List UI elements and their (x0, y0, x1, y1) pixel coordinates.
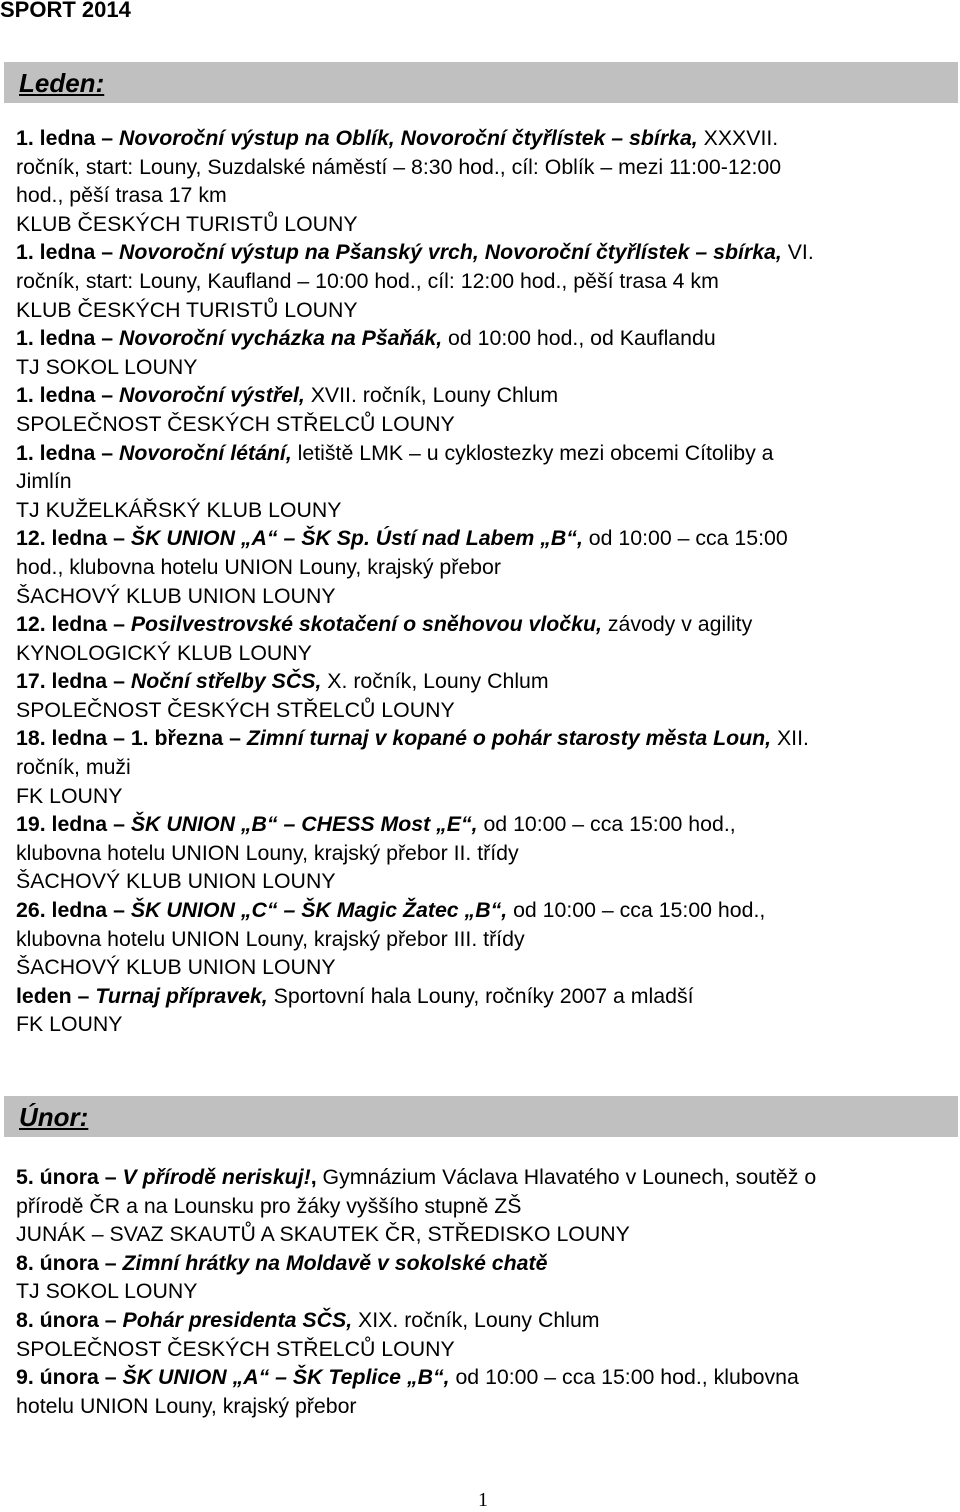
event-highlight: Zimní hrátky na Moldavě v sokolské chatě (122, 1250, 548, 1275)
event-line (16, 381, 956, 410)
event-entry (16, 324, 956, 381)
event-highlight: 8. února – (16, 1250, 123, 1275)
event-entry (16, 982, 956, 1039)
event-highlight: ŠK UNION „A“ – ŠK Sp. Ústí nad Labem „B“, (130, 526, 583, 551)
event-text: KYNOLOGICKÝ KLUB LOUNY (16, 640, 312, 665)
event-highlight: Novoroční vycházka na Pšaňák, (118, 326, 443, 351)
event-line (16, 1010, 956, 1039)
event-highlight: Novoroční výstřel, (118, 383, 305, 408)
event-text: od 10:00 – cca 15:00 hod., (477, 812, 736, 837)
event-highlight: leden – (16, 983, 96, 1008)
event-entry (16, 724, 956, 810)
event-text: ŠACHOVÝ KLUB UNION LOUNY (16, 583, 336, 608)
event-highlight: 17. ledna – (16, 669, 131, 694)
event-highlight: 1. ledna – (16, 440, 119, 465)
event-text: ročník, muži (16, 755, 131, 780)
event-line (16, 724, 956, 753)
event-text: SPOLEČNOST ČESKÝCH STŘELCŮ LOUNY (16, 411, 455, 436)
event-line (16, 582, 956, 611)
event-line (16, 353, 956, 382)
event-entry (16, 810, 956, 896)
event-entry (16, 610, 956, 667)
event-entry (16, 439, 956, 525)
event-line (16, 982, 956, 1011)
event-text: SPOLEČNOST ČESKÝCH STŘELCŮ LOUNY (16, 1336, 455, 1361)
event-highlight: 12. ledna – (16, 612, 131, 637)
event-line (16, 1192, 956, 1221)
event-highlight: Novoroční létání, (118, 440, 292, 465)
event-line (16, 782, 956, 811)
event-line (16, 210, 956, 239)
event-highlight: Pohár presidenta SČS, (122, 1307, 353, 1332)
event-text: SPOLEČNOST ČESKÝCH STŘELCŮ LOUNY (16, 697, 455, 722)
event-line (16, 496, 956, 525)
event-list-unor (16, 1163, 956, 1420)
event-highlight: 9. února – (16, 1365, 123, 1390)
event-text: XIX. ročník, Louny Chlum (352, 1307, 600, 1332)
event-highlight: Noční střelby SČS, (130, 669, 322, 694)
event-text: KLUB ČESKÝCH TURISTŮ LOUNY (16, 297, 358, 322)
event-text: Gymnázium Václava Hlavatého v Lounech, soutěž o (316, 1165, 817, 1189)
event-text: ŠACHOVÝ KLUB UNION LOUNY (16, 955, 336, 980)
month-label: Únor: (19, 1102, 89, 1132)
event-highlight: Turnaj přípravek, (95, 983, 268, 1008)
event-text: klubovna hotelu UNION Louny, krajský přebor II. třídy (16, 840, 519, 865)
event-line (16, 467, 956, 496)
event-text: ŠACHOVÝ KLUB UNION LOUNY (16, 869, 336, 894)
event-text: XXXVII. (697, 126, 779, 150)
event-text: od 10:00 – cca 15:00 (582, 526, 788, 551)
event-entry (16, 667, 956, 724)
event-text: JUNÁK – SVAZ SKAUTŮ A SKAUTEK ČR, STŘEDISKO LOUNY (16, 1222, 630, 1247)
event-entry (16, 1163, 956, 1249)
event-line (16, 553, 956, 582)
event-highlight: 1. ledna – (16, 126, 119, 150)
event-text: XII. (771, 726, 809, 751)
event-line (16, 324, 956, 353)
event-line (16, 753, 956, 782)
event-line (16, 439, 956, 468)
event-line (16, 839, 956, 868)
event-line (16, 610, 956, 639)
event-line (16, 810, 956, 839)
event-entry (16, 1306, 956, 1363)
event-highlight: 19. ledna – (16, 812, 131, 837)
event-list-leden (16, 124, 956, 1039)
event-line (16, 267, 956, 296)
event-text: přírodě ČR a na Lounsku pro žáky vyššího stupně ZŠ (16, 1193, 522, 1218)
event-highlight: ŠK UNION „B“ – CHESS Most „E“, (130, 812, 478, 837)
event-highlight: Posilvestrovské skotačení o sněhovou vločku, (130, 612, 602, 637)
event-line (16, 667, 956, 696)
event-highlight: 12. ledna – (16, 526, 131, 551)
event-line (16, 1249, 956, 1278)
event-entry (16, 896, 956, 982)
event-entry (16, 238, 956, 324)
event-line (16, 953, 956, 982)
event-text: TJ SOKOL LOUNY (16, 354, 198, 379)
event-line (16, 639, 956, 668)
event-text: hod., klubovna hotelu UNION Louny, krajský přebor (16, 554, 501, 579)
event-line (16, 1163, 956, 1192)
event-highlight: 5. února – (16, 1165, 123, 1189)
event-highlight: 8. února – (16, 1307, 123, 1332)
event-entry (16, 1249, 956, 1306)
event-line (16, 1363, 956, 1392)
event-highlight: 18. ledna – 1. března – (16, 726, 247, 751)
event-highlight: 1. ledna – (16, 326, 119, 351)
event-text: od 10:00 hod., od Kauflandu (442, 326, 716, 351)
event-highlight: Novoroční výstup na Oblík, Novoroční čtyřlístek – sbírka, (118, 126, 698, 150)
month-label: Leden: (19, 68, 105, 98)
event-line (16, 524, 956, 553)
event-text: Sportovní hala Louny, ročníky 2007 a mladší (267, 983, 694, 1008)
event-line (16, 410, 956, 439)
event-text: hotelu UNION Louny, krajský přebor (16, 1393, 357, 1418)
event-text: FK LOUNY (16, 783, 123, 808)
event-line (16, 153, 956, 182)
month-header-leden (4, 62, 958, 103)
event-text: závody v agility (601, 612, 753, 637)
event-line (16, 1277, 956, 1306)
event-text: hod., pěší trasa 17 km (16, 183, 227, 208)
event-text: od 10:00 – cca 15:00 hod., (507, 898, 766, 923)
event-line (16, 296, 956, 325)
document-title: SPORT 2014 (0, 0, 131, 22)
event-highlight: 26. ledna – (16, 898, 131, 923)
event-text: FK LOUNY (16, 1012, 123, 1037)
event-text: TJ KUŽELKÁŘSKÝ KLUB LOUNY (16, 497, 342, 522)
event-text: ročník, start: Louny, Suzdalské náměstí – 8:30 hod., cíl: Oblík – mezi 11:00-12:00 (16, 154, 782, 179)
event-text: TJ SOKOL LOUNY (16, 1279, 198, 1304)
event-entry (16, 524, 956, 610)
event-highlight: Zimní turnaj v kopané o pohár starosty města Loun, (246, 726, 772, 751)
event-text: letiště LMK – u cyklostezky mezi obcemi Cítoliby a (291, 440, 774, 465)
event-line (16, 1220, 956, 1249)
event-line (16, 1335, 956, 1364)
event-entry (16, 381, 956, 438)
event-line (16, 1306, 956, 1335)
event-line (16, 1392, 956, 1421)
event-text: klubovna hotelu UNION Louny, krajský přebor III. třídy (16, 926, 525, 951)
event-text: XVII. ročník, Louny Chlum (304, 383, 559, 408)
event-line (16, 124, 956, 153)
event-line (16, 896, 956, 925)
event-text: Jimlín (16, 469, 72, 494)
event-highlight: Novoroční výstup na Pšanský vrch, Novoroční čtyřlístek – sbírka, (118, 240, 782, 265)
event-line (16, 181, 956, 210)
event-text: X. ročník, Louny Chlum (321, 669, 549, 694)
event-text: od 10:00 – cca 15:00 hod., klubovna (449, 1365, 799, 1390)
event-text: ročník, start: Louny, Kaufland – 10:00 hod., cíl: 12:00 hod., pěší trasa 4 km (16, 268, 719, 293)
event-line (16, 925, 956, 954)
event-highlight: V přírodě neriskuj! (122, 1165, 311, 1189)
event-line (16, 238, 956, 267)
event-text: KLUB ČESKÝCH TURISTŮ LOUNY (16, 211, 358, 236)
event-highlight: 1. ledna – (16, 240, 119, 265)
event-entry (16, 1363, 956, 1420)
event-highlight: , (310, 1165, 317, 1189)
event-highlight: ŠK UNION „A“ – ŠK Teplice „B“, (122, 1365, 450, 1390)
page-number: 1 (478, 1489, 488, 1511)
event-entry (16, 124, 956, 238)
event-line (16, 867, 956, 896)
event-highlight: ŠK UNION „C“ – ŠK Magic Žatec „B“, (130, 898, 508, 923)
month-header-unor (4, 1096, 958, 1137)
event-line (16, 696, 956, 725)
event-highlight: 1. ledna – (16, 383, 119, 408)
event-text: VI. (781, 240, 814, 265)
